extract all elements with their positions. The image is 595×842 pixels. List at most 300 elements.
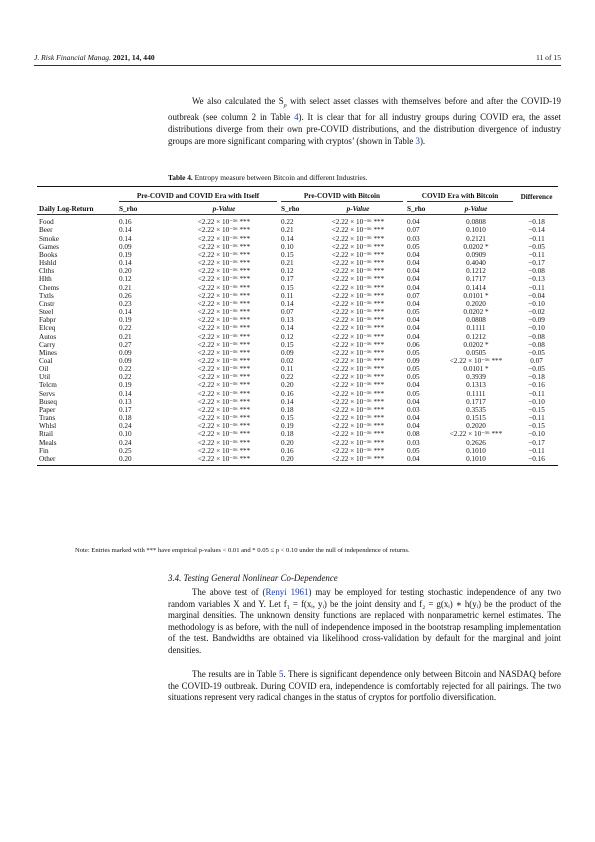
table-cell: <2.22 × 10⁻¹⁶ ***: [197, 267, 251, 276]
table-cell: 0.14: [281, 299, 294, 308]
table-cell: 0.05: [407, 389, 420, 398]
renyi-citation-link[interactable]: Renyi 1961: [265, 587, 309, 597]
table-cell: <2.22 × 10⁻¹⁶ ***: [197, 348, 251, 357]
table-cell: 0.1212: [466, 332, 486, 341]
table-cell: 0.0808: [466, 316, 486, 325]
table-cell: 0.27: [119, 340, 132, 349]
intro-text: with select asset classes with themselves before and after the COVID-19 outbreak (see column 2 in Table: [168, 96, 561, 123]
table-cell: 0.1111: [466, 389, 486, 398]
table-cell: 0.24: [119, 422, 132, 431]
table-cell: 0.22: [119, 324, 132, 333]
table-body: [37, 215, 558, 466]
table-cell: −0.05: [528, 242, 545, 251]
table-cell: 0.04: [407, 397, 420, 406]
table-cell: <2.22 × 10⁻¹⁶ ***: [331, 218, 385, 227]
table-row: [37, 430, 558, 438]
table-cell: 0.20: [117, 455, 169, 466]
table-cell: 0.20: [119, 267, 132, 276]
paragraph-text: . There is significant dependence only between Bitcoin and NASDAQ before the COVID-19 outbreak. During COVID era, independence is comfortably rejected for all pairings. The two situations represent very radical changes in the status of cryptos for portfolio diversification.: [168, 669, 561, 703]
table-cell: 0.04: [407, 283, 420, 292]
table-cell: Clths: [39, 267, 55, 276]
header-rule: [34, 65, 561, 66]
table-cell: Txtls: [39, 291, 54, 300]
table-row: [37, 414, 558, 422]
table-4-link[interactable]: 4: [294, 112, 299, 123]
table-row: [37, 316, 558, 324]
table-cell: <2.22 × 10⁻¹⁶ ***: [331, 405, 385, 414]
table-cell: −0.16: [528, 381, 545, 390]
table-cell: <2.22 × 10⁻¹⁶ ***: [331, 316, 385, 325]
page-number: 11 of 15: [535, 53, 561, 62]
table-cell: 0.17: [281, 275, 294, 284]
column-header: p-Value: [311, 203, 405, 215]
table-cell: −0.18: [528, 373, 545, 382]
column-header: p-Value: [437, 203, 515, 215]
table-cell: Cnstr: [39, 299, 55, 308]
intro-subscript: ρ: [283, 102, 287, 109]
table-cell: 0.14: [119, 389, 132, 398]
table-cell: 0.07: [281, 308, 294, 317]
table-cell: <2.22 × 10⁻¹⁶ ***: [449, 356, 503, 365]
table-cell: 0.04: [407, 267, 420, 276]
table-cell: <2.22 × 10⁻¹⁶ ***: [331, 283, 385, 292]
table-cell: 0.25: [119, 446, 132, 455]
table-cell: <2.22 × 10⁻¹⁶ ***: [197, 356, 251, 365]
table-cell: <2.22 × 10⁻¹⁶ ***: [331, 397, 385, 406]
table-cell: <2.22 × 10⁻¹⁶ ***: [197, 389, 251, 398]
table-cell: <2.22 × 10⁻¹⁶ ***: [331, 348, 385, 357]
table-cell: Fabpr: [39, 316, 56, 325]
table-row: [37, 215, 558, 227]
table-row: [37, 365, 558, 373]
table-cell: −0.11: [528, 234, 545, 243]
group-header: Difference: [515, 187, 558, 204]
table-cell: 0.14: [119, 234, 132, 243]
table-cell: 0.13: [119, 397, 132, 406]
journal-volume: 2021, 14, 440: [112, 53, 155, 62]
column-header: Daily Log-Return: [37, 203, 117, 215]
table-cell: 0.04: [407, 381, 420, 390]
table-cell: <2.22 × 10⁻¹⁶ ***: [197, 340, 251, 349]
table-cell: 0.20: [281, 438, 294, 447]
table-cell: −0.11: [528, 389, 545, 398]
table-cell: −0.08: [528, 332, 545, 341]
table-cell: 0.05: [407, 446, 420, 455]
table-cell: Telcm: [39, 381, 57, 390]
table-cell: 0.15: [281, 340, 294, 349]
table-cell: Trans: [39, 414, 56, 423]
table-cell: −0.08: [528, 267, 545, 276]
table-cell: Servs: [39, 389, 55, 398]
table-cell: Smoke: [39, 234, 59, 243]
table-cell: Carry: [39, 340, 56, 349]
table-cell: Meals: [39, 438, 57, 447]
intro-paragraph: [168, 96, 561, 147]
table-cell: Books: [39, 250, 58, 259]
table-cell: Util: [39, 373, 51, 382]
table-cell: 0.09: [119, 356, 132, 365]
table-cell: <2.22 × 10⁻¹⁶ ***: [197, 299, 251, 308]
table-cell: 0.09: [407, 356, 420, 365]
table-cell: <2.22 × 10⁻¹⁶ ***: [331, 340, 385, 349]
table-cell: 0.1212: [466, 267, 486, 276]
intro-text: We also calculated the S: [192, 96, 284, 106]
journal-name: J. Risk Financial Manag.: [34, 53, 111, 62]
table-cell: 0.1111: [466, 324, 486, 333]
table-cell: 0.05: [407, 308, 420, 317]
table-row: [37, 357, 558, 365]
table-cell: <2.22 × 10⁻¹⁶ ***: [331, 414, 385, 423]
table-cell: 0.19: [281, 422, 294, 431]
table-cell: 0.04: [407, 414, 420, 423]
table-cell: 0.10: [119, 430, 132, 439]
table-cell: Mines: [39, 348, 57, 357]
table-cell: −0.04: [528, 291, 545, 300]
table-cell: 0.2121: [466, 234, 486, 243]
group-header-blank: [37, 187, 117, 204]
table-row: [37, 259, 558, 267]
table-cell: 0.05: [407, 242, 420, 251]
table-cell: −0.11: [528, 414, 545, 423]
table-cell: 0.0202 *: [463, 340, 489, 349]
table-cell: 0.08: [407, 430, 420, 439]
table-cell: 0.21: [119, 283, 132, 292]
table-cell: Hlth: [39, 275, 52, 284]
table-row: [37, 226, 558, 234]
table-cell: 0.1313: [466, 381, 486, 390]
table-caption: [168, 173, 561, 182]
table-cell: Hshld: [39, 259, 57, 268]
table-cell: 0.07: [407, 291, 420, 300]
table-cell: 0.04: [407, 275, 420, 284]
table-label: Table 4.: [168, 173, 193, 182]
table-cell: Chems: [39, 283, 59, 292]
table-cell: 0.21: [119, 332, 132, 341]
table-cell: 0.0202 *: [463, 308, 489, 317]
table-row: [37, 398, 558, 406]
table-cell: 0.1717: [466, 275, 486, 284]
table-cell: <2.22 × 10⁻¹⁶ ***: [331, 430, 385, 439]
table-cell: <2.22 × 10⁻¹⁶ ***: [197, 234, 251, 243]
table-cell: <2.22 × 10⁻¹⁶ ***: [331, 373, 385, 382]
table-row: [37, 300, 558, 308]
table-cell: −0.17: [528, 259, 545, 268]
table-cell: <2.22 × 10⁻¹⁶ ***: [197, 422, 251, 431]
table-3-link[interactable]: 3: [415, 135, 420, 146]
table-cell: 0.22: [119, 373, 132, 382]
table-note: Note: Entries marked with *** have empirical p-values < 0.01 and * 0.05 ≤ p < 0.10 under the null of independence of returns.: [75, 547, 410, 554]
table-cell: <2.22 × 10⁻¹⁶ ***: [331, 381, 385, 390]
table-cell: 0.0101 *: [463, 365, 489, 374]
table-cell: 0.2020: [466, 299, 486, 308]
table-cell: 0.22: [281, 373, 294, 382]
section-paragraph-1: [168, 587, 561, 657]
table-cell: −0.08: [528, 340, 545, 349]
table-cell: 0.2626: [466, 438, 486, 447]
table-row: [37, 235, 558, 243]
table-cell: <2.22 × 10⁻¹⁶ ***: [331, 275, 385, 284]
table-cell: <2.22 × 10⁻¹⁶ ***: [197, 397, 251, 406]
table-cell: <2.22 × 10⁻¹⁶ ***: [197, 414, 251, 423]
table-cell: 0.0505: [466, 348, 486, 357]
table-cell: 0.03: [407, 234, 420, 243]
table-cell: <2.22 × 10⁻¹⁶ ***: [197, 226, 251, 235]
table-5-link[interactable]: 5: [278, 669, 284, 679]
table-cell: <2.22 × 10⁻¹⁶ ***: [197, 259, 251, 268]
table-cell: Coal: [39, 356, 53, 365]
table-cell: −0.16: [515, 455, 558, 466]
table-cell: 0.04: [407, 259, 420, 268]
table-cell: 0.14: [281, 397, 294, 406]
column-header: p-Value: [169, 203, 279, 215]
table-cell: 0.06: [407, 340, 420, 349]
table-cell: <2.22 × 10⁻¹⁶ ***: [331, 446, 385, 455]
table-cell: 0.14: [281, 234, 294, 243]
paragraph-text: ) may be employed for testing stochastic independence of any two random variables X and Y. Let f₁ = f(xᵢ, yᵢ) be the joint density and f₂ = g(xᵢ) ∗ h(yᵢ) be the product of the marginal densities. The unknown density functions are replaced with nonparametric kernel estimates. The methodology is as before, with the null of independence imposed in the bootstrap resampling implementation of the test. Bandwidths are obtained via likelihood cross-validation by default for the marginal and joint densities.: [168, 587, 561, 655]
table-cell: 0.2020: [466, 422, 486, 431]
table-cell: 0.09: [119, 348, 132, 357]
table-cell: 0.1717: [466, 397, 486, 406]
table-cell: <2.22 × 10⁻¹⁶ ***: [331, 299, 385, 308]
table-cell: <2.22 × 10⁻¹⁶ ***: [331, 365, 385, 374]
table-cell: 0.1515: [466, 414, 486, 423]
table-cell: <2.22 × 10⁻¹⁶ ***: [197, 250, 251, 259]
table-cell: 0.18: [281, 405, 294, 414]
table-cell: −0.11: [528, 250, 545, 259]
table-cell: <2.22 × 10⁻¹⁶ ***: [197, 381, 251, 390]
table-row: [37, 292, 558, 300]
table-cell: 0.10: [281, 242, 294, 251]
table-cell: 0.21: [281, 259, 294, 268]
table-cell: −0.05: [528, 365, 545, 374]
table-cell: <2.22 × 10⁻¹⁶ ***: [331, 389, 385, 398]
table-cell: −0.02: [528, 308, 545, 317]
table-cell: <2.22 × 10⁻¹⁶ ***: [197, 373, 251, 382]
table-cell: Fin: [39, 446, 49, 455]
table-cell: 0.05: [407, 373, 420, 382]
table-cell: <2.22 × 10⁻¹⁶ ***: [197, 291, 251, 300]
entropy-table: [37, 186, 558, 466]
table-cell: 0.02: [281, 356, 294, 365]
table-cell: <2.22 × 10⁻¹⁶ ***: [331, 267, 385, 276]
table-row: [37, 243, 558, 251]
paragraph-text: The results are in Table: [192, 669, 279, 679]
table-cell: Autos: [39, 332, 57, 341]
table-row: [37, 341, 558, 349]
table-cell: 0.19: [119, 316, 132, 325]
table-cell: 0.19: [119, 250, 132, 259]
table-cell: <2.22 × 10⁻¹⁶ ***: [311, 455, 405, 466]
table-cell: −0.05: [528, 348, 545, 357]
table-cell: 0.11: [281, 365, 294, 374]
table-cell: <2.22 × 10⁻¹⁶ ***: [331, 242, 385, 251]
table-row: [37, 455, 558, 466]
table-cell: −0.10: [528, 299, 545, 308]
table-cell: 0.07: [530, 356, 543, 365]
table-row: [37, 381, 558, 389]
table-row: [37, 251, 558, 259]
table-cell: <2.22 × 10⁻¹⁶ ***: [197, 438, 251, 447]
journal-citation: [34, 53, 155, 62]
table-cell: −0.17: [528, 438, 545, 447]
table-cell: <2.22 × 10⁻¹⁶ ***: [331, 332, 385, 341]
table-cell: −0.10: [528, 430, 545, 439]
table-cell: 0.3939: [466, 373, 486, 382]
section-paragraph-2: [168, 669, 561, 704]
table-cell: 0.16: [281, 389, 294, 398]
table-cell: −0.15: [528, 422, 545, 431]
table-cell: −0.09: [528, 316, 545, 325]
table-cell: <2.22 × 10⁻¹⁶ ***: [331, 226, 385, 235]
table-cell: 0.23: [119, 299, 132, 308]
table-cell: 0.18: [119, 414, 132, 423]
table-cell: <2.22 × 10⁻¹⁶ ***: [197, 446, 251, 455]
table-cell: −0.14: [528, 226, 545, 235]
table-title: Entropy measure between Bitcoin and different Industries.: [192, 173, 368, 182]
table-cell: 0.12: [281, 332, 294, 341]
intro-text: ).: [419, 135, 426, 146]
table-cell: 0.15: [281, 250, 294, 259]
table-cell: <2.22 × 10⁻¹⁶ ***: [331, 438, 385, 447]
table-cell: 0.04: [407, 332, 420, 341]
table-cell: <2.22 × 10⁻¹⁶ ***: [197, 283, 251, 292]
table-cell: 0.13: [281, 316, 294, 325]
table-cell: 0.03: [407, 438, 420, 447]
table-cell: 0.0909: [466, 250, 486, 259]
table-cell: <2.22 × 10⁻¹⁶ ***: [331, 308, 385, 317]
table-cell: 0.0808: [466, 218, 486, 227]
table-cell: 0.04: [407, 250, 420, 259]
section-heading: 3.4. Testing General Nonlinear Co-Dependence: [168, 573, 338, 583]
column-header: S_rho: [405, 203, 437, 215]
table-cell: −0.11: [528, 283, 545, 292]
table-cell: −0.13: [528, 275, 545, 284]
table-cell: <2.22 × 10⁻¹⁶ ***: [331, 234, 385, 243]
table-cell: 0.22: [119, 365, 132, 374]
table-cell: 0.11: [281, 291, 294, 300]
table-cell: Steel: [39, 308, 54, 317]
table-cell: −0.10: [528, 397, 545, 406]
table-cell: Games: [39, 242, 59, 251]
table-row: [37, 406, 558, 414]
intro-text: ). It is clear that for all industry groups during COVID era, the asset distributions diverge from their own pre-COVID distributions, and the distribution divergence of industry groups are more significant comparing with cryptos’ (shown in Table: [168, 112, 561, 146]
table-cell: <2.22 × 10⁻¹⁶ ***: [197, 242, 251, 251]
table-cell: 0.20: [281, 381, 294, 390]
table-cell: <2.22 × 10⁻¹⁶ ***: [331, 356, 385, 365]
table-cell: 0.04: [407, 422, 420, 431]
table-cell: 0.16: [119, 218, 132, 227]
table-cell: 0.09: [119, 242, 132, 251]
table-row: [37, 349, 558, 357]
group-header: Pre-COVID with Bitcoin: [279, 187, 405, 204]
table-cell: <2.22 × 10⁻¹⁶ ***: [197, 405, 251, 414]
table-cell: 0.03: [407, 405, 420, 414]
table-cell: <2.22 × 10⁻¹⁶ ***: [331, 422, 385, 431]
table-cell: 0.3535: [466, 405, 486, 414]
column-header: S_rho: [117, 203, 169, 215]
table-row: [37, 275, 558, 283]
table-row: [37, 333, 558, 341]
table-cell: 0.04: [407, 316, 420, 325]
table-cell: <2.22 × 10⁻¹⁶ ***: [197, 365, 251, 374]
table-cell: −0.10: [528, 324, 545, 333]
table-cell: <2.22 × 10⁻¹⁶ ***: [331, 259, 385, 268]
table-cell: 0.04: [405, 455, 437, 466]
table-cell: 0.19: [119, 381, 132, 390]
table-cell: <2.22 × 10⁻¹⁶ ***: [331, 291, 385, 300]
table-cell: −0.11: [528, 446, 545, 455]
table-cell: 0.0202 *: [463, 242, 489, 251]
table-cell: Buseq: [39, 397, 57, 406]
table-cell: 0.16: [281, 446, 294, 455]
table-cell: 0.22: [281, 218, 294, 227]
table-cell: <2.22 × 10⁻¹⁶ ***: [197, 430, 251, 439]
table-cell: 0.04: [407, 299, 420, 308]
table-cell: −0.18: [528, 218, 545, 227]
table-cell: 0.14: [119, 259, 132, 268]
table-cell: 0.17: [119, 405, 132, 414]
table-cell: 0.12: [281, 267, 294, 276]
table-cell: 0.15: [281, 283, 294, 292]
table-cell: 0.14: [281, 324, 294, 333]
table-cell: Whlsl: [39, 422, 57, 431]
table-cell: −0.15: [528, 405, 545, 414]
table-cell: 0.07: [407, 226, 420, 235]
table-cell: Elceq: [39, 324, 56, 333]
table-row: [37, 390, 558, 398]
table-cell: 0.09: [281, 348, 294, 357]
table-cell: 0.14: [119, 226, 132, 235]
table-cell: Oil: [39, 365, 49, 374]
table-row: [37, 308, 558, 316]
table-cell: 0.4040: [466, 259, 486, 268]
table-cell: 0.1414: [466, 283, 486, 292]
table-cell: 0.18: [281, 430, 294, 439]
table-cell: Other: [37, 455, 117, 466]
table-cell: 0.15: [281, 414, 294, 423]
group-header: Pre-COVID and COVID Era with Itself: [117, 187, 279, 204]
table-cell: 0.14: [119, 308, 132, 317]
table-row: [37, 284, 558, 292]
table-cell: Food: [39, 218, 54, 227]
column-header-blank: [515, 203, 558, 215]
table-cell: 0.04: [407, 218, 420, 227]
table-cell: 0.05: [407, 365, 420, 374]
paragraph-text: The above test of (: [192, 587, 266, 597]
table-cell: <2.22 × 10⁻¹⁶ ***: [197, 324, 251, 333]
table-cell: <2.22 × 10⁻¹⁶ ***: [197, 308, 251, 317]
table-cell: <2.22 × 10⁻¹⁶ ***: [197, 275, 251, 284]
table-cell: <2.22 × 10⁻¹⁶ ***: [331, 324, 385, 333]
group-header: COVID Era with Bitcoin: [405, 187, 515, 204]
table-row: [37, 422, 558, 430]
table-row: [37, 373, 558, 381]
table-cell: 0.0101 *: [463, 291, 489, 300]
column-header: S_rho: [279, 203, 311, 215]
table-cell: <2.22 × 10⁻¹⁶ ***: [169, 455, 279, 466]
table-row: [37, 439, 558, 447]
table-cell: <2.22 × 10⁻¹⁶ ***: [197, 332, 251, 341]
table-cell: 0.26: [119, 291, 132, 300]
table-cell: Rtail: [39, 430, 53, 439]
table-cell: Paper: [39, 405, 56, 414]
table-cell: Beer: [39, 226, 53, 235]
table-cell: 0.1010: [466, 226, 486, 235]
table-cell: 0.05: [407, 348, 420, 357]
table-row: [37, 267, 558, 275]
table-cell: 0.20: [279, 455, 311, 466]
table-cell: 0.1010: [466, 446, 486, 455]
